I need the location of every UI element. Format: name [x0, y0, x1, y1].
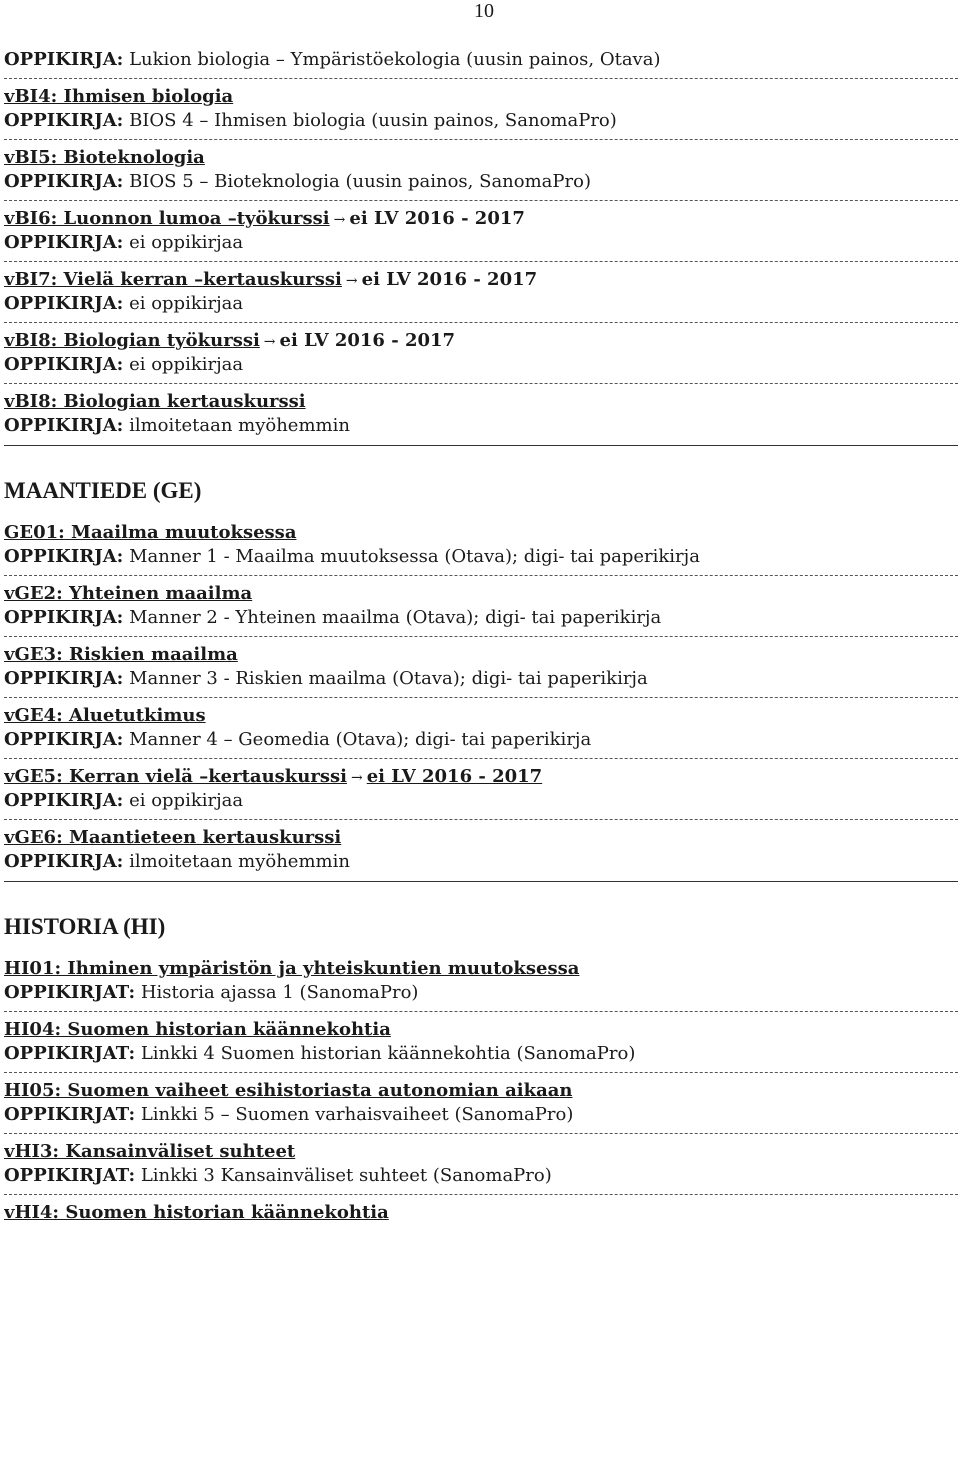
textbook-line: [4, 789, 958, 814]
textbook-title: ei oppikirjaa: [129, 354, 244, 375]
textbook-line: [4, 1103, 958, 1128]
course-heading: GE01: Maailma muutoksessa: [4, 521, 297, 543]
textbook-label: OPPIKIRJA:: [4, 790, 124, 811]
dashed-divider: [4, 134, 958, 146]
course-heading: vBI4: Ihmisen biologia: [4, 85, 234, 107]
textbook-line: [4, 170, 958, 195]
textbook-line: [4, 353, 958, 378]
textbook-label: OPPIKIRJA:: [4, 110, 124, 131]
course-note: ei LV 2016 - 2017: [366, 765, 543, 787]
section-divider: [4, 875, 958, 889]
textbook-title: ei oppikirjaa: [129, 232, 244, 253]
textbook-label: OPPIKIRJAT:: [4, 1165, 136, 1186]
course-heading: vBI8: Biologian kertauskurssi: [4, 390, 306, 412]
textbook-line: [4, 728, 958, 753]
textbook-label: OPPIKIRJAT:: [4, 1104, 136, 1125]
course-heading: vGE3: Riskien maailma: [4, 643, 238, 665]
textbook-label: OPPIKIRJA:: [4, 851, 124, 872]
course-heading: HI01: Ihminen ympäristön ja yhteiskuntien muutoksessa: [4, 957, 580, 979]
textbook-title: BIOS 4 – Ihmisen biologia (uusin painos, SanomaPro): [129, 110, 617, 131]
textbook-label: OPPIKIRJAT:: [4, 1043, 136, 1064]
textbook-title: Manner 2 - Yhteinen maailma (Otava); digi- tai paperikirja: [129, 607, 662, 628]
course-heading: vBI8: Biologian työkurssi: [4, 329, 260, 351]
course-heading: vHI3: Kansainväliset suhteet: [4, 1140, 296, 1162]
dashed-divider: [4, 692, 958, 704]
textbook-line: [4, 292, 958, 317]
dashed-divider: [4, 570, 958, 582]
dashed-divider: [4, 814, 958, 826]
course-heading: vGE6: Maantieteen kertauskurssi: [4, 826, 342, 848]
course-heading: HI04: Suomen historian käännekohtia: [4, 1018, 391, 1040]
dashed-divider: [4, 378, 958, 390]
dashed-divider: [4, 256, 958, 268]
dashed-divider: [4, 753, 958, 765]
arrow-icon: →: [345, 272, 358, 289]
course-heading: vBI5: Bioteknologia: [4, 146, 205, 168]
textbook-line: [4, 981, 958, 1006]
course-heading: vBI7: Vielä kerran –kertauskurssi: [4, 268, 342, 290]
textbook-label: OPPIKIRJA:: [4, 546, 124, 567]
textbook-title: Lukion biologia – Ympäristöekologia (uusin painos, Otava): [129, 49, 661, 70]
textbook-line: [4, 667, 958, 692]
document-body: [4, 48, 958, 1225]
textbook-line: [4, 414, 958, 439]
course-heading: vGE4: Aluetutkimus: [4, 704, 206, 726]
page-number: 10: [474, 0, 494, 22]
textbook-title: ilmoitetaan myöhemmin: [129, 851, 350, 872]
course-heading: vHI4: Suomen historian käännekohtia: [4, 1201, 389, 1223]
textbook-title: Manner 4 – Geomedia (Otava); digi- tai paperikirja: [129, 729, 592, 750]
course-note: ei LV 2016 - 2017: [361, 268, 538, 290]
section-divider: [4, 439, 958, 453]
dashed-divider: [4, 1128, 958, 1140]
textbook-title: Manner 3 - Riskien maailma (Otava); digi- tai paperikirja: [129, 668, 648, 689]
textbook-line: [4, 1164, 958, 1189]
course-heading: vBI6: Luonnon lumoa –työkurssi: [4, 207, 330, 229]
dashed-divider: [4, 1067, 958, 1079]
section-title: MAANTIEDE (GE): [4, 477, 202, 503]
textbook-line: [4, 109, 958, 134]
course-heading: vGE5: Kerran vielä –kertauskurssi: [4, 765, 347, 787]
textbook-title: Linkki 3 Kansainväliset suhteet (SanomaPro): [140, 1165, 552, 1186]
arrow-icon: →: [263, 333, 276, 350]
textbook-title: BIOS 5 – Bioteknologia (uusin painos, SanomaPro): [129, 171, 591, 192]
section-title: HISTORIA (HI): [4, 913, 166, 939]
textbook-line: [4, 231, 958, 256]
course-note: ei LV 2016 - 2017: [349, 207, 525, 229]
textbook-label: OPPIKIRJA:: [4, 171, 124, 192]
arrow-icon: →: [333, 211, 346, 228]
dashed-divider: [4, 1006, 958, 1018]
textbook-line: [4, 545, 958, 570]
dashed-divider: [4, 1189, 958, 1201]
textbook-title: ilmoitetaan myöhemmin: [129, 415, 350, 436]
textbook-label: OPPIKIRJA:: [4, 49, 124, 70]
textbook-label: OPPIKIRJA:: [4, 232, 124, 253]
textbook-line: [4, 850, 958, 875]
textbook-line: [4, 1042, 958, 1067]
dashed-divider: [4, 631, 958, 643]
textbook-label: OPPIKIRJA:: [4, 354, 124, 375]
textbook-line: [4, 606, 958, 631]
textbook-label: OPPIKIRJAT:: [4, 982, 136, 1003]
textbook-title: ei oppikirjaa: [129, 293, 244, 314]
textbook-label: OPPIKIRJA:: [4, 293, 124, 314]
textbook-label: OPPIKIRJA:: [4, 668, 124, 689]
textbook-title: Linkki 4 Suomen historian käännekohtia (SanomaPro): [140, 1043, 636, 1064]
textbook-line: [4, 48, 958, 73]
textbook-title: Linkki 5 – Suomen varhaisvaiheet (SanomaPro): [140, 1104, 574, 1125]
course-heading: HI05: Suomen vaiheet esihistoriasta autonomian aikaan: [4, 1079, 573, 1101]
textbook-title: Historia ajassa 1 (SanomaPro): [140, 982, 419, 1003]
dashed-divider: [4, 195, 958, 207]
dashed-divider: [4, 73, 958, 85]
textbook-label: OPPIKIRJA:: [4, 415, 124, 436]
textbook-label: OPPIKIRJA:: [4, 729, 124, 750]
textbook-label: OPPIKIRJA:: [4, 607, 124, 628]
dashed-divider: [4, 317, 958, 329]
arrow-icon: →: [350, 769, 363, 786]
course-heading: vGE2: Yhteinen maailma: [4, 582, 253, 604]
textbook-title: Manner 1 - Maailma muutoksessa (Otava); digi- tai paperikirja: [129, 546, 700, 567]
course-note: ei LV 2016 - 2017: [279, 329, 456, 351]
textbook-title: ei oppikirjaa: [129, 790, 244, 811]
